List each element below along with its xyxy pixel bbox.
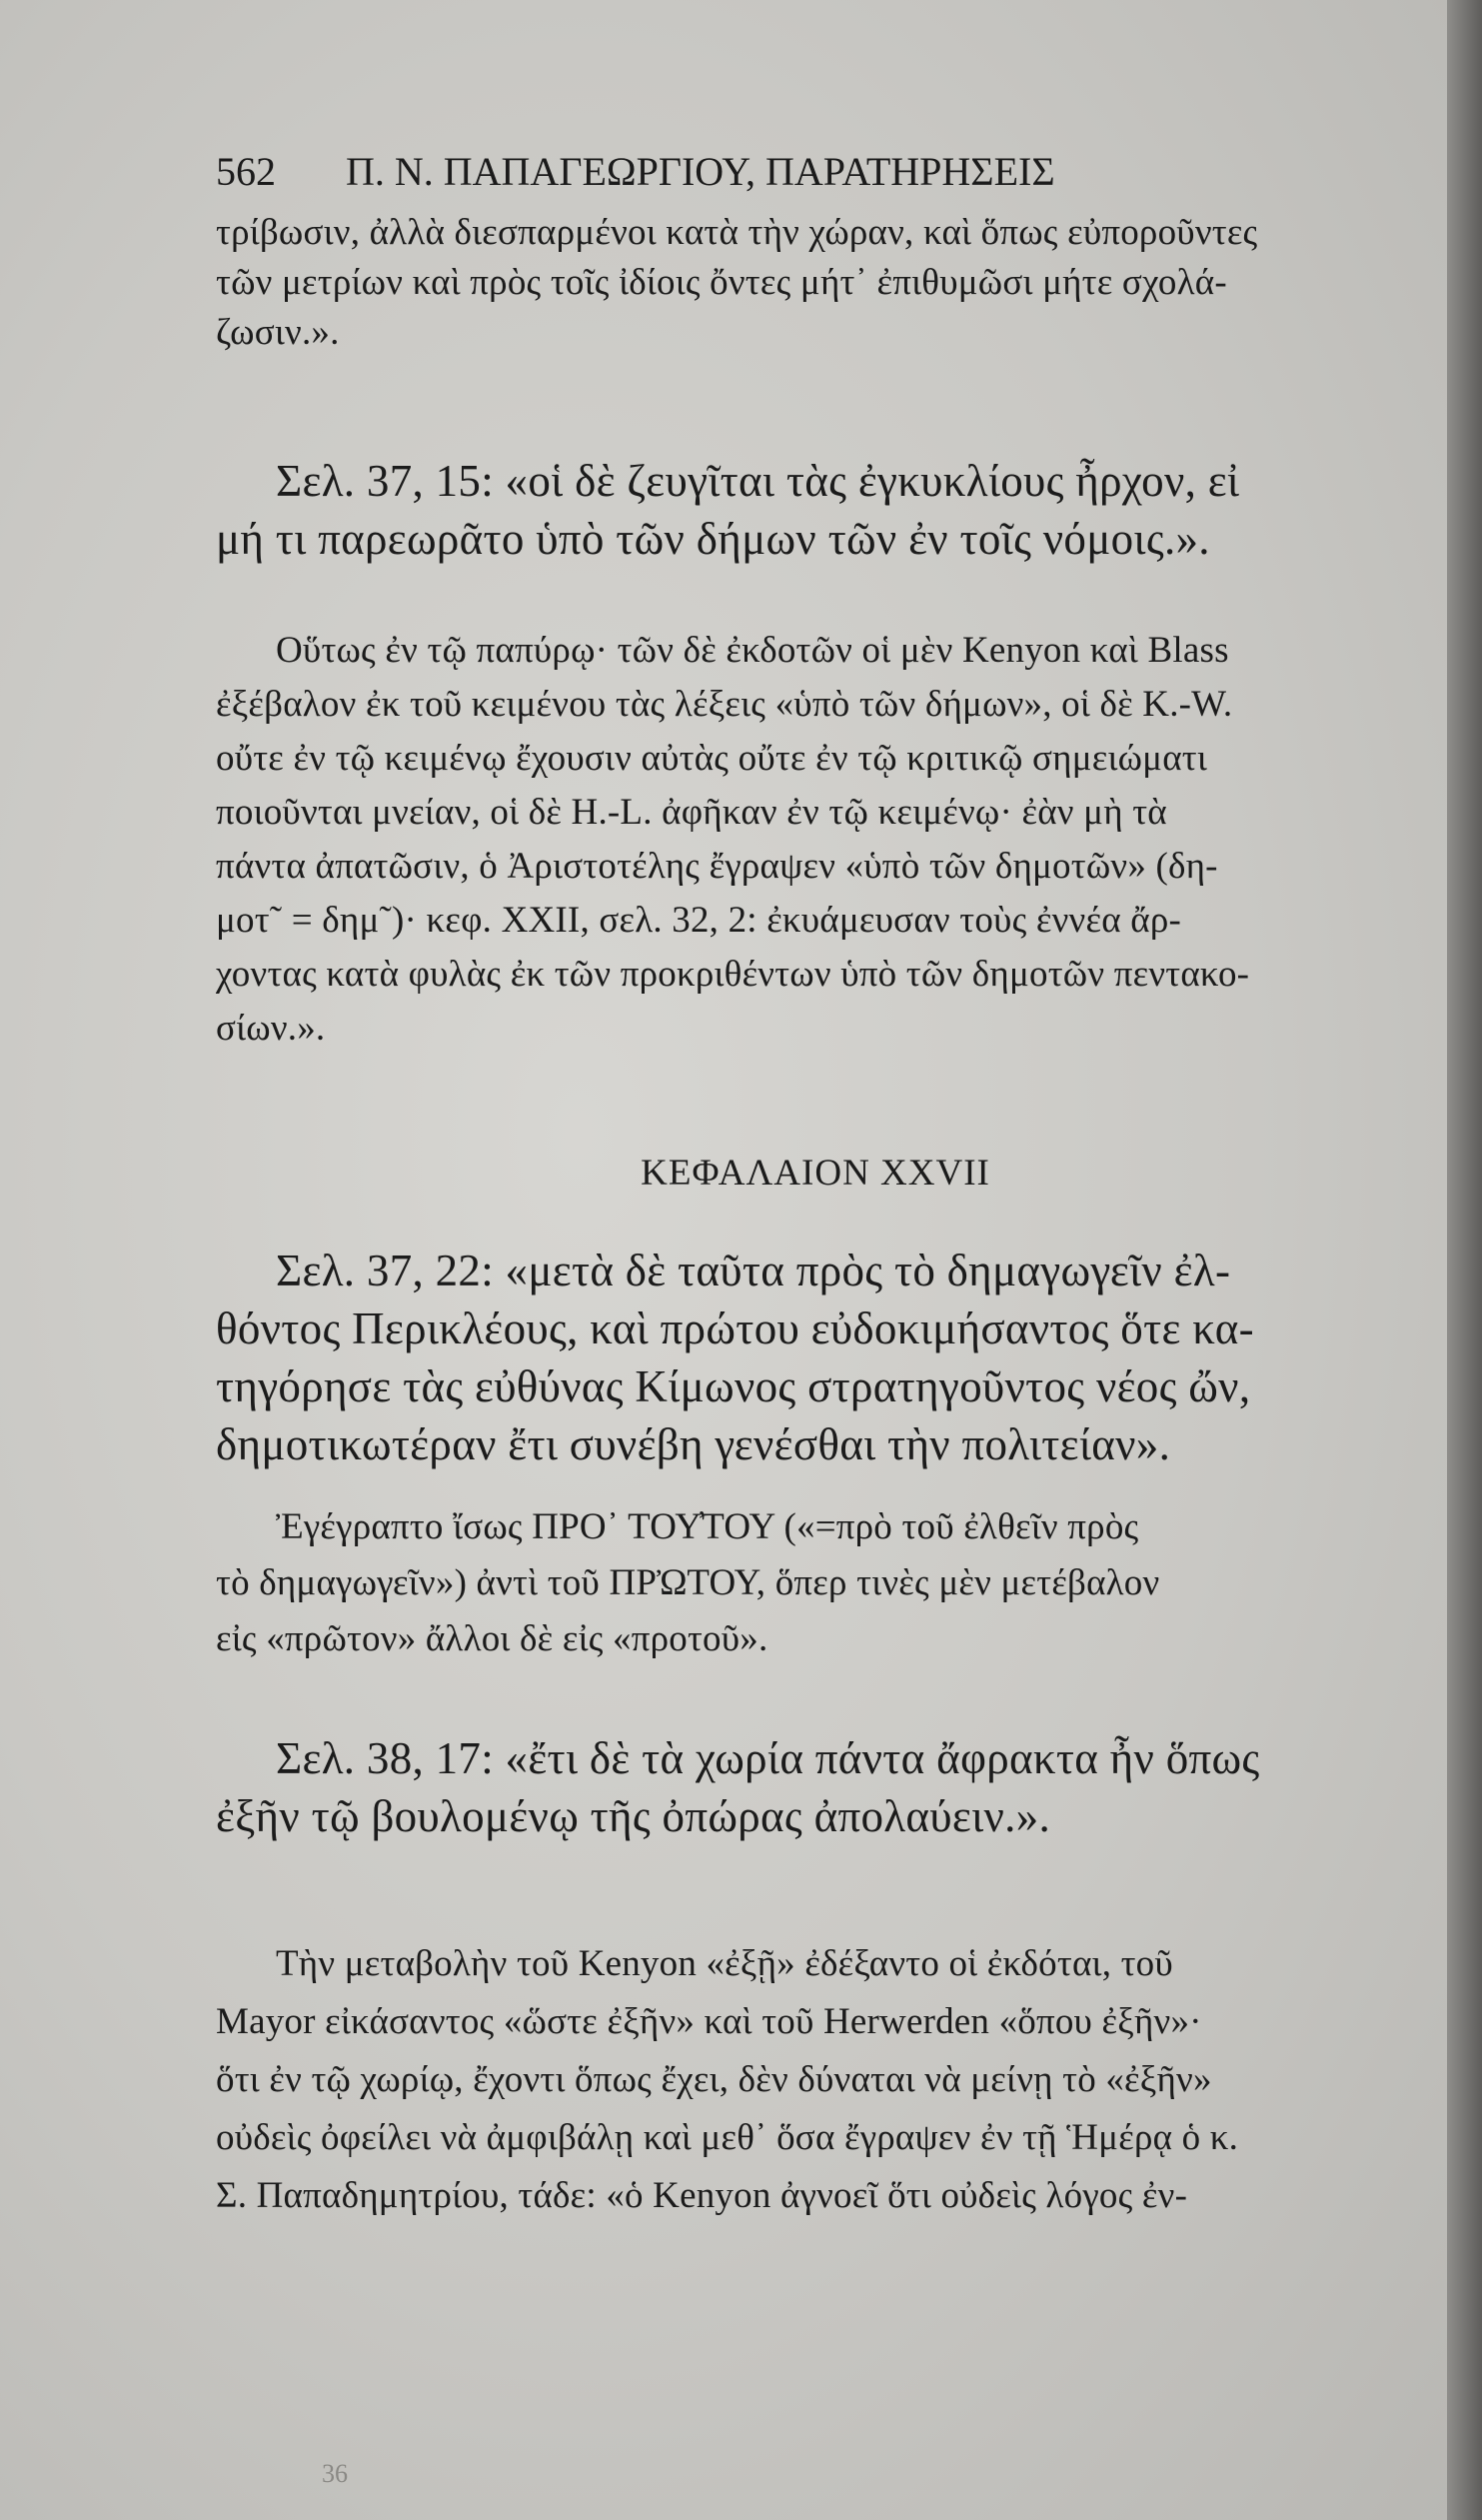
text-line: ζωσιν.». <box>216 312 340 353</box>
text-line: οὐδεὶς ὀφείλει νὰ ἀμφιβάλῃ καὶ μεθ᾽ ὅσα ἔγραψεν ἐν τῇ Ἡμέρᾳ ὁ κ. <box>216 2117 1239 2158</box>
text-line: ποιοῦνται μνείαν, οἱ δὲ H.-L. ἀφῆκαν ἐν τῷ κειμένῳ· ἐὰν μὴ τὰ <box>216 792 1167 833</box>
text-line: μή τι παρεωρᾶτο ὑπὸ τῶν δήμων τῶν ἐν τοῖς νόμοις.». <box>216 514 1210 564</box>
text-line: εἰς «πρῶτον» ἄλλοι δὲ εἰς «προτοῦ». <box>216 1618 768 1659</box>
text-line: Ἐγέγραπτο ἴσως ΠΡΟ᾽ ΤΟΥ̓ΤΟΥ («=πρὸ τοῦ ἐλθεῖν πρὸς <box>276 1506 1139 1547</box>
text-line: Mayor εἰκάσαντος «ὥστε ἐξῆν» καὶ τοῦ Herwerden «ὅπου ἐξῆν»· <box>216 2001 1202 2042</box>
text-line: τρίβωσιν, ἀλλὰ διεσπαρμένοι κατὰ τὴν χώραν, καὶ ὅπως εὐποροῦντες <box>216 212 1258 253</box>
chapter-heading: ΚΕΦΑΛΑΙΟΝ XXVII <box>641 1153 990 1194</box>
page-number: 562 <box>216 149 276 194</box>
text-line: τὸ δημαγωγεῖν») ἀντὶ τοῦ ΠΡὨΤΟΥ, ὅπερ τινὲς μὲν μετέβαλον <box>216 1562 1160 1603</box>
text-line: δημοτικωτέραν ἔτι συνέβη γενέσθαι τὴν πολιτείαν». <box>216 1419 1171 1469</box>
quotation-sel-37-22 <box>216 1242 1415 1473</box>
page-edge-shadow <box>1447 0 1482 2520</box>
quotation-sel-37-15 <box>216 452 1415 568</box>
text-line: σίων.». <box>216 1008 326 1049</box>
text-line: Σελ. 37, 15: «οἱ δὲ ζευγῖται τὰς ἐγκυκλίους ἦρχον, εἰ <box>276 456 1240 506</box>
text-line: θόντος Περικλέους, καὶ πρώτου εὐδοκιμήσαντος ὅτε κα- <box>216 1303 1254 1353</box>
running-header <box>216 148 1415 195</box>
folio-mark: 36 <box>322 2459 348 2488</box>
text-line: πάντα ἀπατῶσιν, ὁ Ἀριστοτέλης ἔγραψεν «ὑπὸ τῶν δημοτῶν» (δη- <box>216 846 1218 887</box>
text-line: Σελ. 38, 17: «ἔτι δὲ τὰ χωρία πάντα ἄφρακτα ἦν ὅπως <box>276 1733 1260 1783</box>
text-line: Τὴν μεταβολὴν τοῦ Kenyon «ἐξῇ» ἐδέξαντο οἱ ἐκδόται, τοῦ <box>276 1943 1173 1984</box>
commentary-paragraph-3 <box>216 1935 1415 2225</box>
commentary-paragraph-2 <box>216 1499 1415 1667</box>
text-line: ἐξῆν τῷ βουλομένῳ τῆς ὀπώρας ἀπολαύειν.». <box>216 1791 1051 1841</box>
text-line: ἐξέβαλον ἐκ τοῦ κειμένου τὰς λέξεις «ὑπὸ τῶν δήμων», οἱ δὲ K.-W. <box>216 684 1233 725</box>
text-line: Οὕτως ἐν τῷ παπύρῳ· τῶν δὲ ἐκδοτῶν οἱ μὲν Kenyon καὶ Blass <box>276 630 1229 671</box>
quotation-sel-38-17 <box>216 1729 1415 1845</box>
text-line: οὔτε ἐν τῷ κειμένῳ ἔχουσιν αὐτὰς οὔτε ἐν τῷ κριτικῷ σημειώματι <box>216 738 1208 779</box>
text-line: μοτ῀ = δημ῀)· κεφ. XXII, σελ. 32, 2: ἐκυάμευσαν τοὺς ἐννέα ἄρ- <box>216 900 1182 941</box>
commentary-paragraph-1 <box>216 624 1415 1056</box>
text-line: Σ. Παπαδημητρίου, τάδε: «ὁ Kenyon ἀγνοεῖ ὅτι οὐδεὶς λόγος ἐν- <box>216 2175 1188 2216</box>
running-title: Π. Ν. ΠΑΠΑΓΕΩΡΓΙΟΥ, ΠΑΡΑΤΗΡΗΣΕΙΣ <box>346 149 1055 194</box>
text-line: χοντας κατὰ φυλὰς ἐκ τῶν προκριθέντων ὑπὸ τῶν δημοτῶν πεντακο- <box>216 954 1250 995</box>
text-line: Σελ. 37, 22: «μετὰ δὲ ταῦτα πρὸς τὸ δημαγωγεῖν ἐλ- <box>276 1246 1231 1295</box>
text-line: τηγόρησε τὰς εὐθύνας Κίμωνος στρατηγοῦντος νέος ὤν, <box>216 1361 1251 1411</box>
text-line: ὅτι ἐν τῷ χωρίῳ, ἔχοντι ὅπως ἔχει, δὲν δύναται νὰ μείνῃ τὸ «ἐξῆν» <box>216 2059 1212 2100</box>
text-line: τῶν μετρίων καὶ πρὸς τοῖς ἰδίοις ὄντες μήτ᾽ ἐπιθυμῶσι μήτε σχολά- <box>216 262 1227 303</box>
paragraph-continuation <box>216 208 1415 358</box>
